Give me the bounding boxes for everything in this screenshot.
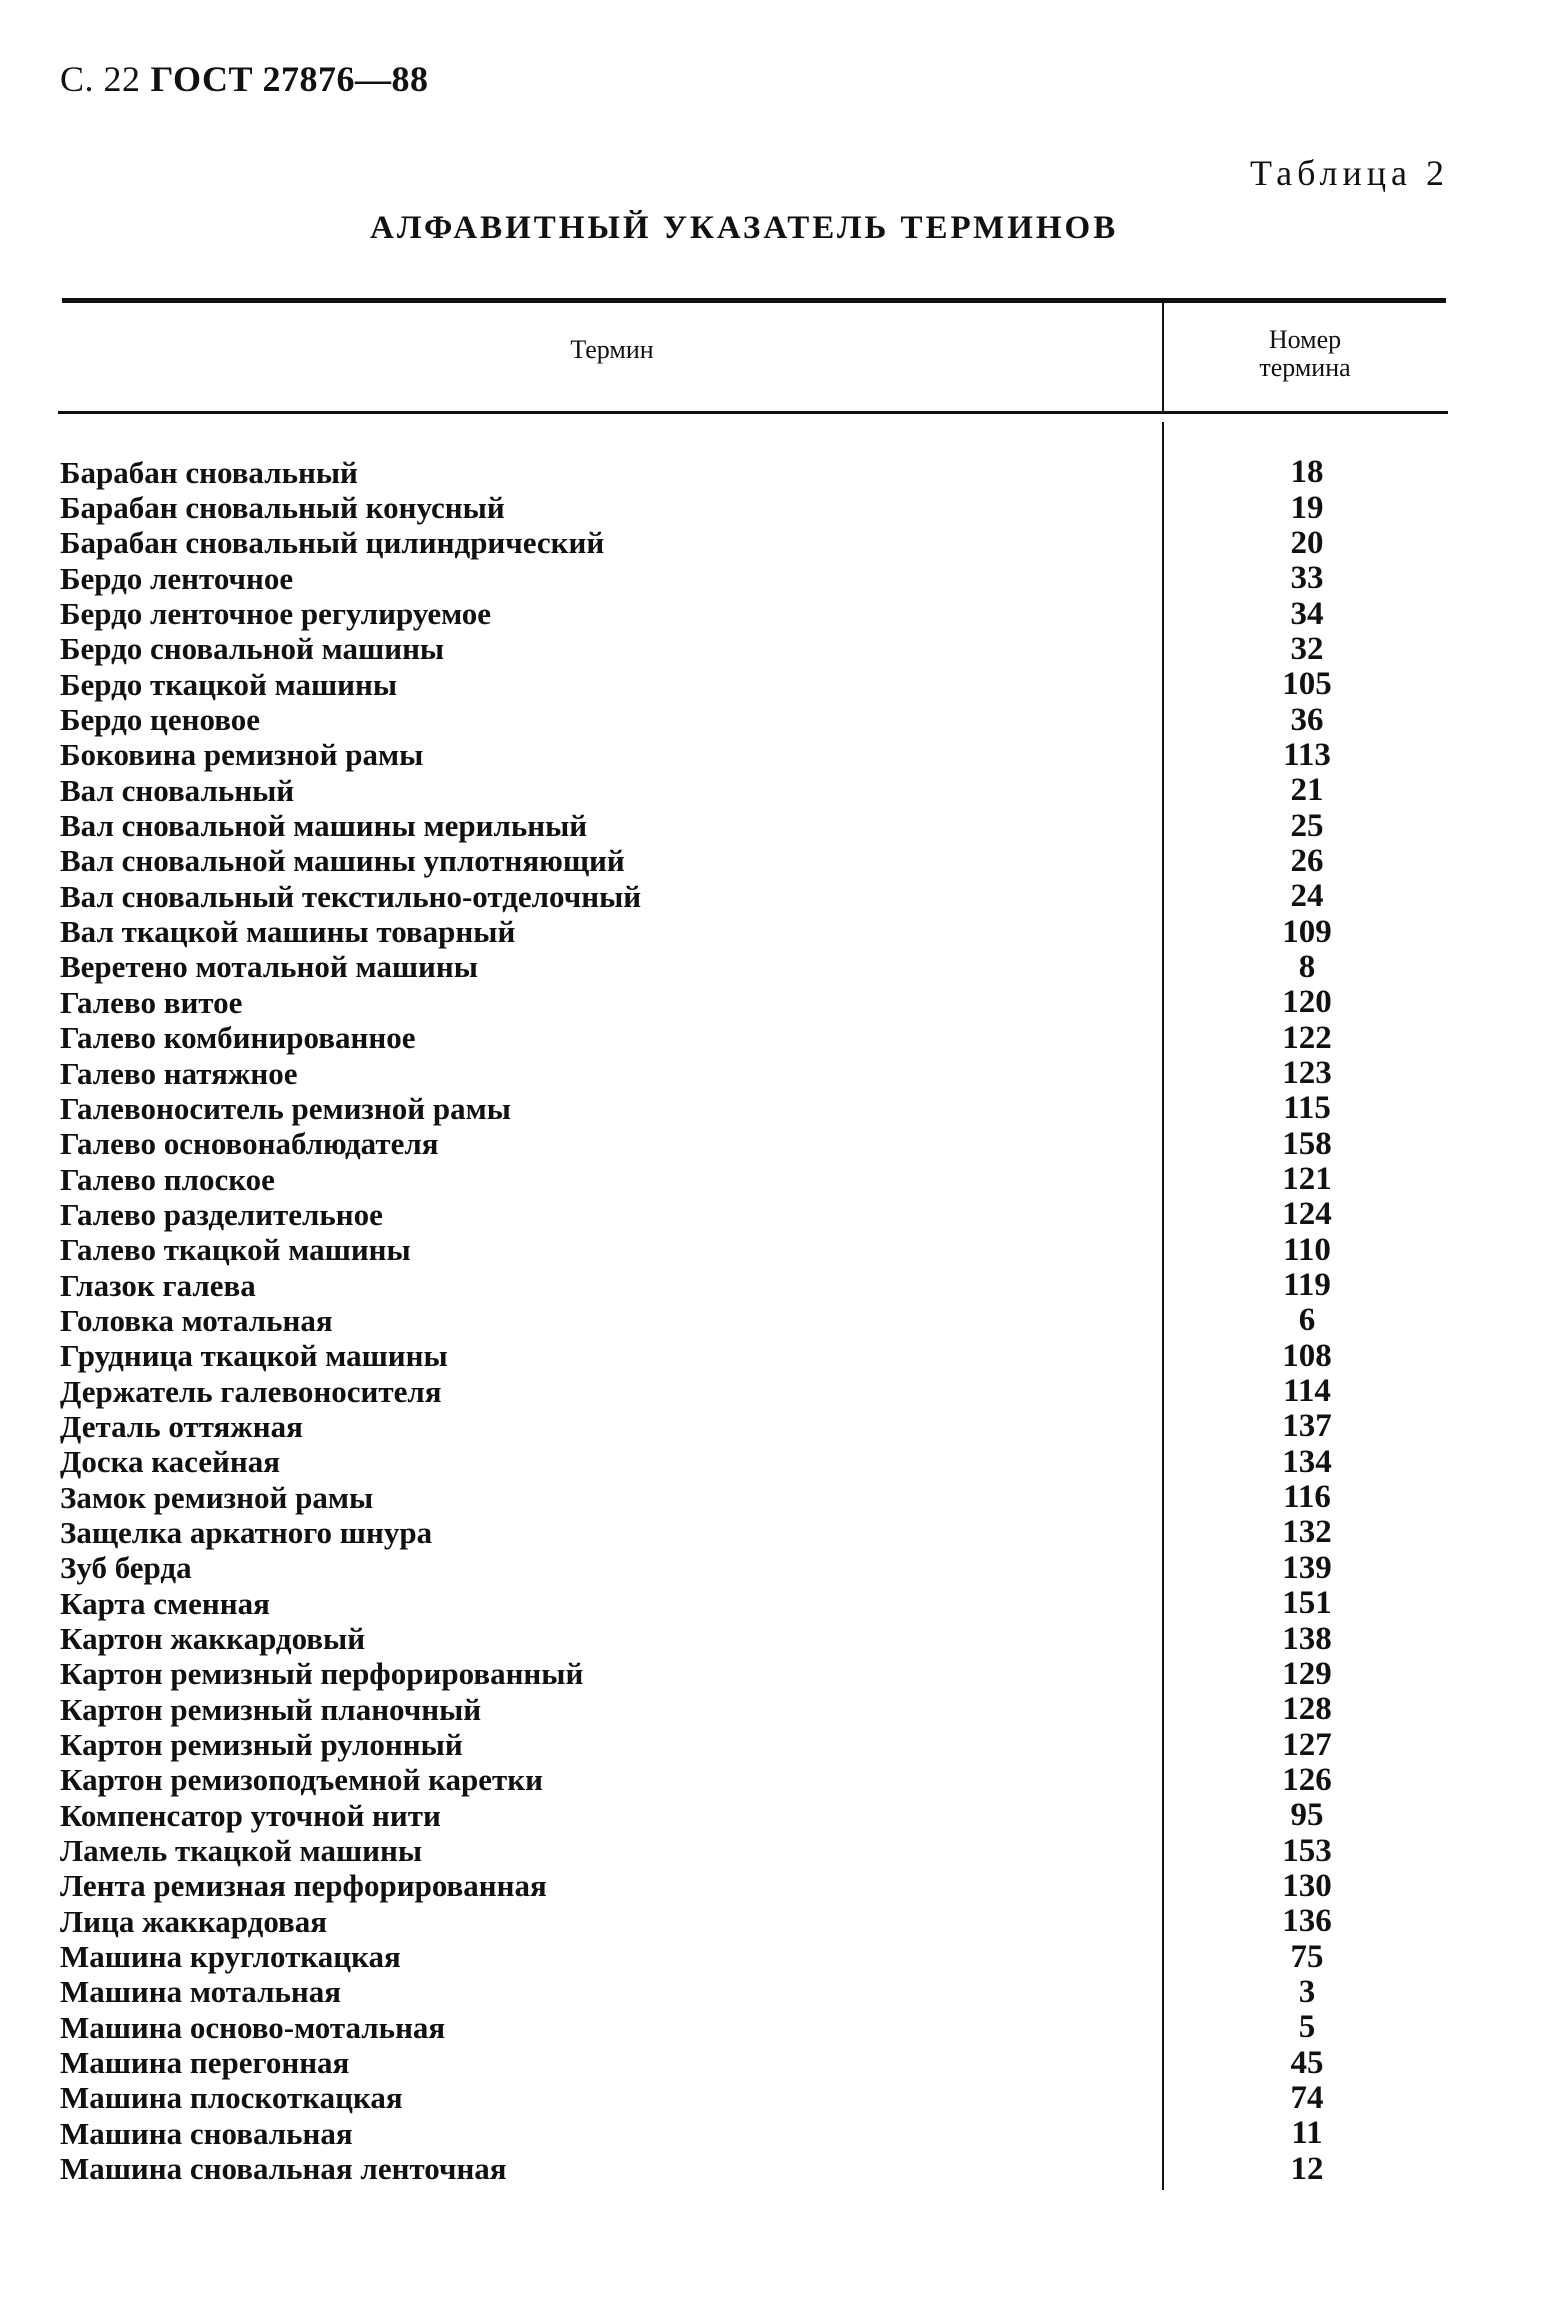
term-text: Галево ткацкой машины bbox=[60, 1232, 411, 1268]
term-number: 25 bbox=[1290, 807, 1324, 844]
column-header-number bbox=[1164, 326, 1446, 382]
term-number: 151 bbox=[1282, 1585, 1332, 1622]
table-row bbox=[60, 1339, 1448, 1374]
term-text: Галево натяжное bbox=[60, 1055, 298, 1091]
table-row bbox=[60, 950, 1448, 985]
term-text: Защелка аркатного шнура bbox=[60, 1514, 433, 1550]
table-row bbox=[60, 1091, 1448, 1126]
term-text: Боковина ремизной рамы bbox=[60, 737, 424, 773]
table-row bbox=[60, 1480, 1448, 1515]
term-number: 134 bbox=[1282, 1443, 1332, 1480]
term-text: Вал сновальный текстильно-отделочный bbox=[60, 878, 642, 914]
column-header-term: Термин bbox=[570, 335, 654, 364]
term-number: 122 bbox=[1282, 1019, 1332, 1056]
term-number: 74 bbox=[1290, 2079, 1324, 2116]
table-row bbox=[60, 1409, 1448, 1444]
table-row bbox=[60, 1197, 1448, 1232]
term-text: Грудница ткацкой машины bbox=[60, 1338, 448, 1374]
term-text: Машина осново-мотальная bbox=[60, 2009, 446, 2045]
table-row bbox=[60, 1021, 1448, 1056]
term-number: 105 bbox=[1282, 666, 1332, 703]
term-text: Картон ремизный планочный bbox=[60, 1691, 482, 1727]
term-text: Картон ремизный рулонный bbox=[60, 1727, 463, 1763]
term-text: Машина перегонная bbox=[60, 2045, 350, 2081]
term-number: 32 bbox=[1290, 630, 1324, 667]
term-text: Лента ремизная перфорированная bbox=[60, 1868, 547, 1904]
table-row bbox=[60, 2045, 1448, 2080]
term-number: 5 bbox=[1298, 2009, 1316, 2046]
table-top-rule bbox=[62, 298, 1446, 303]
table-row bbox=[60, 1869, 1448, 1904]
term-number: 108 bbox=[1282, 1337, 1332, 1374]
table-row bbox=[60, 1621, 1448, 1656]
table-row bbox=[60, 1056, 1448, 1091]
table-row bbox=[60, 2152, 1448, 2187]
table-row bbox=[60, 985, 1448, 1020]
table-row bbox=[60, 2010, 1448, 2045]
term-text: Головка мотальная bbox=[60, 1302, 333, 1338]
table-label: Таблица 2 bbox=[1250, 153, 1449, 193]
term-number: 158 bbox=[1282, 1125, 1332, 1162]
term-text: Галево разделительное bbox=[60, 1196, 383, 1232]
table-row bbox=[60, 1268, 1448, 1303]
table-row bbox=[60, 632, 1448, 667]
term-text: Бердо сновальной машины bbox=[60, 631, 445, 667]
term-text: Галево комбинированное bbox=[60, 1020, 416, 1056]
term-text: Машина круглоткацкая bbox=[60, 1939, 401, 1975]
standard-number: ГОСТ 27876—88 bbox=[150, 59, 429, 99]
term-number: 153 bbox=[1282, 1832, 1332, 1869]
term-number: 8 bbox=[1298, 948, 1316, 985]
term-text: Картон ремизоподъемной каретки bbox=[60, 1762, 543, 1798]
table-row bbox=[60, 1303, 1448, 1338]
column-header-number-line1: Номер bbox=[1268, 325, 1342, 354]
table-row bbox=[60, 490, 1448, 525]
term-number: 36 bbox=[1290, 701, 1324, 738]
table-row bbox=[60, 1127, 1448, 1162]
table-row bbox=[60, 1763, 1448, 1798]
term-number: 126 bbox=[1282, 1761, 1332, 1798]
term-number: 21 bbox=[1290, 772, 1324, 809]
term-number: 124 bbox=[1282, 1196, 1332, 1233]
term-text: Держатель галевоносителя bbox=[60, 1373, 442, 1409]
table-row bbox=[60, 879, 1448, 914]
term-text: Барабан сновальный bbox=[60, 454, 358, 490]
term-number: 24 bbox=[1290, 878, 1324, 915]
table-row bbox=[60, 1515, 1448, 1550]
term-text: Вал ткацкой машины товарный bbox=[60, 914, 516, 950]
page-title: АЛФАВИТНЫЙ УКАЗАТЕЛЬ ТЕРМИНОВ bbox=[370, 210, 1119, 246]
term-text: Ламель ткацкой машины bbox=[60, 1833, 423, 1869]
table-row bbox=[60, 1692, 1448, 1727]
term-text: Лица жаккардовая bbox=[60, 1903, 328, 1939]
term-number: 26 bbox=[1290, 842, 1324, 879]
term-number: 128 bbox=[1282, 1691, 1332, 1728]
table-row bbox=[60, 1374, 1448, 1409]
table-row bbox=[60, 1233, 1448, 1268]
term-number: 132 bbox=[1282, 1514, 1332, 1551]
table-row bbox=[60, 2116, 1448, 2151]
term-text: Деталь оттяжная bbox=[60, 1408, 303, 1444]
term-number: 130 bbox=[1282, 1867, 1332, 1904]
term-text: Бердо ценовое bbox=[60, 702, 261, 738]
term-index-list bbox=[60, 455, 1448, 2187]
table-row bbox=[60, 561, 1448, 596]
term-text: Карта сменная bbox=[60, 1585, 270, 1621]
term-number: 120 bbox=[1282, 984, 1332, 1021]
term-number: 3 bbox=[1298, 1973, 1316, 2010]
term-number: 129 bbox=[1282, 1655, 1332, 1692]
term-number: 123 bbox=[1282, 1055, 1332, 1092]
term-number: 137 bbox=[1282, 1408, 1332, 1445]
table-row bbox=[60, 1657, 1448, 1692]
table-row bbox=[60, 1445, 1448, 1480]
term-text: Глазок галева bbox=[60, 1267, 256, 1303]
term-number: 127 bbox=[1282, 1726, 1332, 1763]
table-row bbox=[60, 808, 1448, 843]
term-text: Доска касейная bbox=[60, 1444, 281, 1480]
term-text: Галево плоское bbox=[60, 1161, 275, 1197]
term-number: 138 bbox=[1282, 1620, 1332, 1657]
term-number: 6 bbox=[1298, 1302, 1316, 1339]
term-text: Веретено мотальной машины bbox=[60, 949, 478, 985]
column-header-number-line2: термина bbox=[1259, 353, 1351, 382]
term-text: Галево витое bbox=[60, 984, 243, 1020]
table-row bbox=[60, 773, 1448, 808]
term-text: Зуб берда bbox=[60, 1550, 192, 1586]
term-number: 45 bbox=[1290, 2044, 1324, 2081]
table-row bbox=[60, 526, 1448, 561]
table-row bbox=[60, 1727, 1448, 1762]
term-number: 110 bbox=[1283, 1231, 1331, 1268]
table-row bbox=[60, 1586, 1448, 1621]
term-text: Бердо ленточное регулируемое bbox=[60, 596, 492, 632]
term-text: Барабан сновальный цилиндрический bbox=[60, 525, 605, 561]
term-text: Вал сновальной машины уплотняющий bbox=[60, 843, 625, 879]
table-row bbox=[60, 1798, 1448, 1833]
term-number: 95 bbox=[1290, 1797, 1324, 1834]
term-number: 19 bbox=[1290, 489, 1324, 526]
table-row bbox=[60, 1551, 1448, 1586]
term-text: Вал сновальной машины мерильный bbox=[60, 808, 588, 844]
term-text: Вал сновальный bbox=[60, 772, 295, 808]
table-row bbox=[60, 455, 1448, 490]
table-row bbox=[60, 1162, 1448, 1197]
term-text: Барабан сновальный конусный bbox=[60, 490, 505, 526]
term-text: Картон ремизный перфорированный bbox=[60, 1656, 584, 1692]
term-number: 121 bbox=[1282, 1161, 1332, 1198]
term-number: 139 bbox=[1282, 1549, 1332, 1586]
term-number: 33 bbox=[1290, 560, 1324, 597]
table-row bbox=[60, 738, 1448, 773]
term-number: 114 bbox=[1283, 1373, 1331, 1410]
term-text: Компенсатор уточной нити bbox=[60, 1797, 441, 1833]
term-text: Замок ремизной рамы bbox=[60, 1479, 374, 1515]
term-text: Машина сновальная ленточная bbox=[60, 2151, 507, 2187]
term-text: Машина плоскоткацкая bbox=[60, 2080, 403, 2116]
term-text: Картон жаккардовый bbox=[60, 1621, 366, 1657]
term-number: 75 bbox=[1290, 1938, 1324, 1975]
term-number: 115 bbox=[1283, 1090, 1331, 1127]
table-row bbox=[60, 1904, 1448, 1939]
term-text: Машина сновальная bbox=[60, 2115, 353, 2151]
table-row bbox=[60, 596, 1448, 631]
term-number: 12 bbox=[1290, 2150, 1324, 2187]
table-row bbox=[60, 1939, 1448, 1974]
table-row bbox=[60, 844, 1448, 879]
term-number: 18 bbox=[1290, 454, 1324, 491]
term-number: 113 bbox=[1283, 736, 1331, 773]
page-header bbox=[60, 58, 428, 100]
term-number: 116 bbox=[1283, 1479, 1331, 1516]
term-text: Бердо ткацкой машины bbox=[60, 666, 398, 702]
term-text: Машина мотальная bbox=[60, 1974, 341, 2010]
term-number: 34 bbox=[1290, 595, 1324, 632]
table-row bbox=[60, 914, 1448, 949]
table-row bbox=[60, 1833, 1448, 1868]
header-bottom-rule bbox=[58, 411, 1448, 414]
term-number: 109 bbox=[1282, 913, 1332, 950]
term-number: 136 bbox=[1282, 1903, 1332, 1940]
term-text: Галевоноситель ремизной рамы bbox=[60, 1090, 511, 1126]
term-text: Галево основонаблюдателя bbox=[60, 1126, 439, 1162]
table-row bbox=[60, 702, 1448, 737]
term-text: Бердо ленточное bbox=[60, 560, 294, 596]
page-reference: С. 22 bbox=[60, 59, 141, 99]
table-row bbox=[60, 1975, 1448, 2010]
term-number: 11 bbox=[1291, 2115, 1323, 2152]
table-row bbox=[60, 2081, 1448, 2116]
term-number: 20 bbox=[1290, 524, 1324, 561]
term-number: 119 bbox=[1283, 1267, 1331, 1304]
table-row bbox=[60, 667, 1448, 702]
